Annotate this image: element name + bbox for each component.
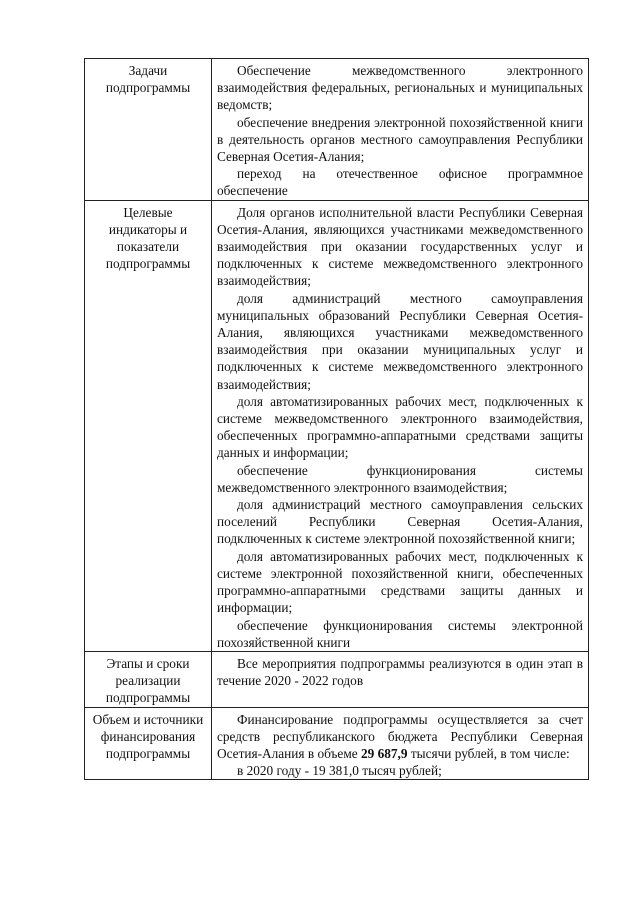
- table-row: [85, 200, 589, 651]
- finance-amount: 29 687,9: [360, 745, 408, 761]
- paragraph: доля автоматизированных рабочих мест, подключенных к системе межведомственного электронного взаимодействия, обеспеченных программно-аппаратными средствами защиты данных и информации;: [217, 393, 583, 461]
- table-row: [85, 707, 589, 780]
- row-label: Этапы и сроки реализации подпрограммы: [85, 651, 212, 707]
- finance-lead-text: Финансирование подпрограммы осуществляется за счет средств республиканского бюджета Республики Северная Осетия-Алания в объеме: [217, 711, 583, 761]
- row-content: [212, 651, 589, 707]
- row-content: [212, 200, 589, 651]
- finance-year-line: в 2020 году - 19 381,0 тысяч рублей;: [237, 763, 442, 779]
- row-label: Задачи подпрограммы: [85, 59, 212, 201]
- paragraph: Все мероприятия подпрограммы реализуются в один этап в течение 2020 - 2022 годов: [217, 655, 583, 689]
- table-row: [85, 651, 589, 707]
- paragraph: Обеспечение межведомственного электронного взаимодействия федеральных, региональных и муниципальных ведомств;: [217, 63, 583, 113]
- row-label: Объем и источники финансирования подпрограммы: [85, 707, 212, 780]
- paragraph: доля администраций местного самоуправления муниципальных образований Республики Северная Осетия-Алания, являющихся участниками межведомственного взаимодействия при оказании муниципальных услуг и подключенных к системе межведомственного электронного взаимодействия;: [217, 290, 583, 392]
- row-content: [212, 59, 589, 201]
- paragraph: доля автоматизированных рабочих мест, подключенных к системе электронной похозяйственной книги, обеспеченных программно-аппаратными средствами защиты данных и информации;: [217, 548, 583, 616]
- table-row: [85, 59, 589, 201]
- paragraph: обеспечение функционирования системы межведомственного электронного взаимодействия;: [217, 462, 583, 495]
- finance-tail-text: тысячи рублей, в том числе:: [410, 745, 570, 761]
- finance-paragraph: [217, 711, 583, 763]
- paragraph: переход на отечественное офисное программное обеспечение: [217, 166, 583, 199]
- row-label: Целевые индикаторы и показатели подпрограммы: [85, 200, 212, 651]
- row-content: [212, 707, 589, 780]
- passport-table: [84, 58, 589, 780]
- paragraph: Доля органов исполнительной власти Республики Северная Осетия-Алания, являющихся участниками межведомственного взаимодействия при оказании государственных услуг и подключенных к системе межведомственного электронного взаимодействия;: [217, 204, 583, 289]
- paragraph: обеспечение функционирования системы электронной похозяйственной книги: [217, 617, 583, 650]
- paragraph: обеспечение внедрения электронной похозяйственной книги в деятельность органов местного самоуправления Республики Северная Осетия-Алания;: [217, 114, 583, 165]
- paragraph: доля администраций местного самоуправления сельских поселений Республики Северная Осетия-Алания, подключенных к системе электронной похозяйственной книги;: [217, 497, 583, 547]
